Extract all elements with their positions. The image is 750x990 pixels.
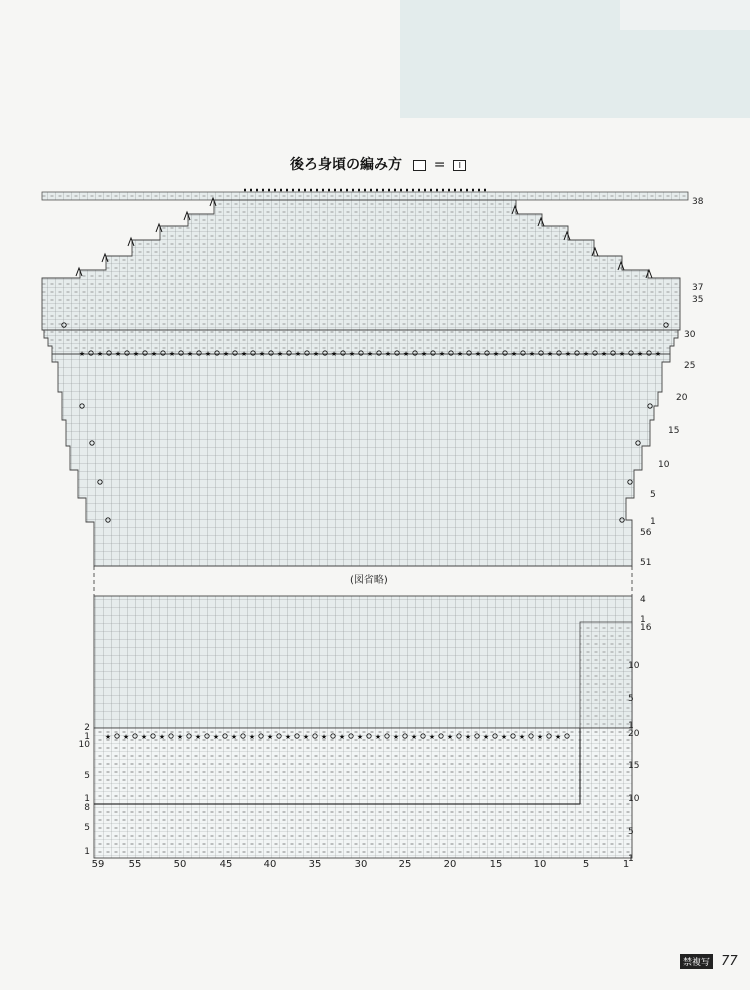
lower-body-grid bbox=[94, 596, 632, 728]
upper-row-label: 56 bbox=[640, 528, 652, 538]
stitch-count-label: 50 bbox=[173, 859, 187, 870]
side-rib-block bbox=[580, 622, 632, 728]
stitch-count-label: 40 bbox=[263, 859, 277, 870]
star-stitch-icon: ★ bbox=[438, 350, 446, 358]
star-stitch-icon: ★ bbox=[366, 350, 374, 358]
star-stitch-icon: ★ bbox=[374, 733, 382, 741]
omitted-section-label: (図省略) bbox=[350, 575, 388, 586]
lower-left-row-label: 5 bbox=[84, 823, 90, 833]
lower-left-row-label: 1 bbox=[84, 847, 90, 857]
upper-row-label: 25 bbox=[684, 361, 696, 371]
lower-right-row-label: 15 bbox=[628, 761, 640, 771]
armhole-shaping-area bbox=[52, 354, 670, 566]
star-stitch-icon: ★ bbox=[528, 350, 536, 358]
upper-row-label: 37 bbox=[692, 283, 704, 293]
legend-equals: = bbox=[433, 157, 446, 173]
stitch-count-label: 5 bbox=[582, 859, 590, 870]
star-stitch-icon: ★ bbox=[276, 350, 284, 358]
star-stitch-icon: ★ bbox=[384, 350, 392, 358]
upper-row-label: 30 bbox=[684, 330, 696, 340]
lower-right-row-label: 10 bbox=[628, 661, 640, 671]
hem-rib-grid bbox=[94, 728, 632, 858]
star-stitch-icon: ★ bbox=[348, 350, 356, 358]
lower-left-row-label: 10 bbox=[78, 740, 90, 750]
star-stitch-icon: ★ bbox=[230, 733, 238, 741]
star-stitch-icon: ★ bbox=[536, 733, 544, 741]
stitch-count-label: 59 bbox=[91, 859, 105, 870]
star-stitch-icon: ★ bbox=[500, 733, 508, 741]
star-stitch-icon: ★ bbox=[600, 350, 608, 358]
star-stitch-icon: ★ bbox=[186, 350, 194, 358]
star-stitch-icon: ★ bbox=[518, 733, 526, 741]
star-stitch-icon: ★ bbox=[222, 350, 230, 358]
star-stitch-icon: ★ bbox=[356, 733, 364, 741]
star-stitch-icon: ★ bbox=[302, 733, 310, 741]
star-stitch-icon: ★ bbox=[330, 350, 338, 358]
star-stitch-icon: ★ bbox=[464, 733, 472, 741]
star-stitch-icon: ★ bbox=[482, 733, 490, 741]
upper-row-label: 35 bbox=[692, 295, 704, 305]
upper-row-label: 38 bbox=[692, 197, 704, 207]
star-stitch-icon: ★ bbox=[114, 350, 122, 358]
star-stitch-icon: ★ bbox=[266, 733, 274, 741]
stitch-count-label: 10 bbox=[533, 859, 547, 870]
lower-right-row-label: 4 bbox=[640, 595, 646, 605]
lower-right-row-label: 1 bbox=[628, 854, 634, 864]
shoulder-row-strip bbox=[42, 192, 688, 200]
star-stitch-icon: ★ bbox=[294, 350, 302, 358]
star-stitch-icon: ★ bbox=[492, 350, 500, 358]
stitch-count-label: 1 bbox=[622, 859, 630, 870]
stitch-count-label: 15 bbox=[489, 859, 503, 870]
star-stitch-icon: ★ bbox=[402, 350, 410, 358]
star-stitch-icon: ★ bbox=[96, 350, 104, 358]
star-stitch-icon: ★ bbox=[78, 350, 86, 358]
star-stitch-icon: ★ bbox=[618, 350, 626, 358]
lower-right-row-label: 5 bbox=[628, 694, 634, 704]
stitch-count-label: 20 bbox=[443, 859, 457, 870]
star-stitch-icon: ★ bbox=[338, 733, 346, 741]
star-stitch-icon: ★ bbox=[636, 350, 644, 358]
lower-right-row-label: 10 bbox=[628, 794, 640, 804]
star-stitch-icon: ★ bbox=[320, 733, 328, 741]
upper-row-label: 20 bbox=[676, 393, 688, 403]
page-number: 77 bbox=[721, 954, 738, 969]
lower-right-row-label: 1 bbox=[628, 721, 634, 731]
star-stitch-icon: ★ bbox=[258, 350, 266, 358]
star-stitch-icon: ★ bbox=[248, 733, 256, 741]
stitch-count-label: 30 bbox=[354, 859, 368, 870]
star-stitch-icon: ★ bbox=[240, 350, 248, 358]
star-stitch-icon: ★ bbox=[194, 733, 202, 741]
star-stitch-icon: ★ bbox=[176, 733, 184, 741]
stitch-count-label: 45 bbox=[219, 859, 233, 870]
lower-right-row-label: 5 bbox=[628, 827, 634, 837]
lower-left-row-label: 8 bbox=[84, 803, 90, 813]
star-stitch-icon: ★ bbox=[510, 350, 518, 358]
star-stitch-icon: ★ bbox=[456, 350, 464, 358]
star-stitch-icon: ★ bbox=[104, 733, 112, 741]
chart-title-text: 後ろ身頃の編み方 bbox=[290, 157, 402, 173]
upper-row-label: 5 bbox=[650, 490, 656, 500]
lower-left-row-label: 1 bbox=[84, 732, 90, 742]
star-stitch-icon: ★ bbox=[420, 350, 428, 358]
star-stitch-icon: ★ bbox=[410, 733, 418, 741]
star-stitch-icon: ★ bbox=[428, 733, 436, 741]
star-stitch-icon: ★ bbox=[158, 733, 166, 741]
upper-row-label: 51 bbox=[640, 558, 652, 568]
star-stitch-icon: ★ bbox=[150, 350, 158, 358]
stitch-count-label: 25 bbox=[398, 859, 412, 870]
lower-left-row-label: 1 bbox=[84, 794, 90, 804]
page-footer bbox=[680, 951, 738, 970]
stitch-count-label: 35 bbox=[308, 859, 322, 870]
star-stitch-icon: ★ bbox=[554, 733, 562, 741]
lower-right-row-label: 16 bbox=[640, 623, 652, 633]
upper-row-label: 15 bbox=[668, 426, 680, 436]
star-stitch-icon: ★ bbox=[392, 733, 400, 741]
star-stitch-icon: ★ bbox=[474, 350, 482, 358]
star-stitch-icon: ★ bbox=[122, 733, 130, 741]
no-copy-badge: 禁複写 bbox=[680, 954, 713, 969]
star-stitch-icon: ★ bbox=[204, 350, 212, 358]
star-stitch-icon: ★ bbox=[446, 733, 454, 741]
star-stitch-icon: ★ bbox=[140, 733, 148, 741]
shoulder-shaping-area bbox=[42, 200, 680, 330]
lower-left-row-label: 2 bbox=[84, 723, 90, 733]
star-stitch-icon: ★ bbox=[312, 350, 320, 358]
lower-right-row-label: 20 bbox=[628, 729, 640, 739]
star-stitch-icon: ★ bbox=[654, 350, 662, 358]
knit-stitch-symbol: I bbox=[453, 160, 466, 171]
star-stitch-icon: ★ bbox=[564, 350, 572, 358]
lower-right-row-label: 1 bbox=[640, 615, 646, 625]
lower-left-row-label: 5 bbox=[84, 771, 90, 781]
stitch-count-label: 55 bbox=[128, 859, 142, 870]
star-stitch-icon: ★ bbox=[284, 733, 292, 741]
stitch-count-labels bbox=[92, 859, 630, 870]
lower-left-row-labels bbox=[79, 723, 91, 857]
star-stitch-icon: ★ bbox=[582, 350, 590, 358]
star-stitch-icon: ★ bbox=[546, 350, 554, 358]
star-stitch-icon: ★ bbox=[132, 350, 140, 358]
star-stitch-icon: ★ bbox=[168, 350, 176, 358]
upper-row-label: 1 bbox=[650, 517, 656, 527]
upper-row-label: 10 bbox=[658, 460, 670, 470]
star-stitch-icon: ★ bbox=[212, 733, 220, 741]
